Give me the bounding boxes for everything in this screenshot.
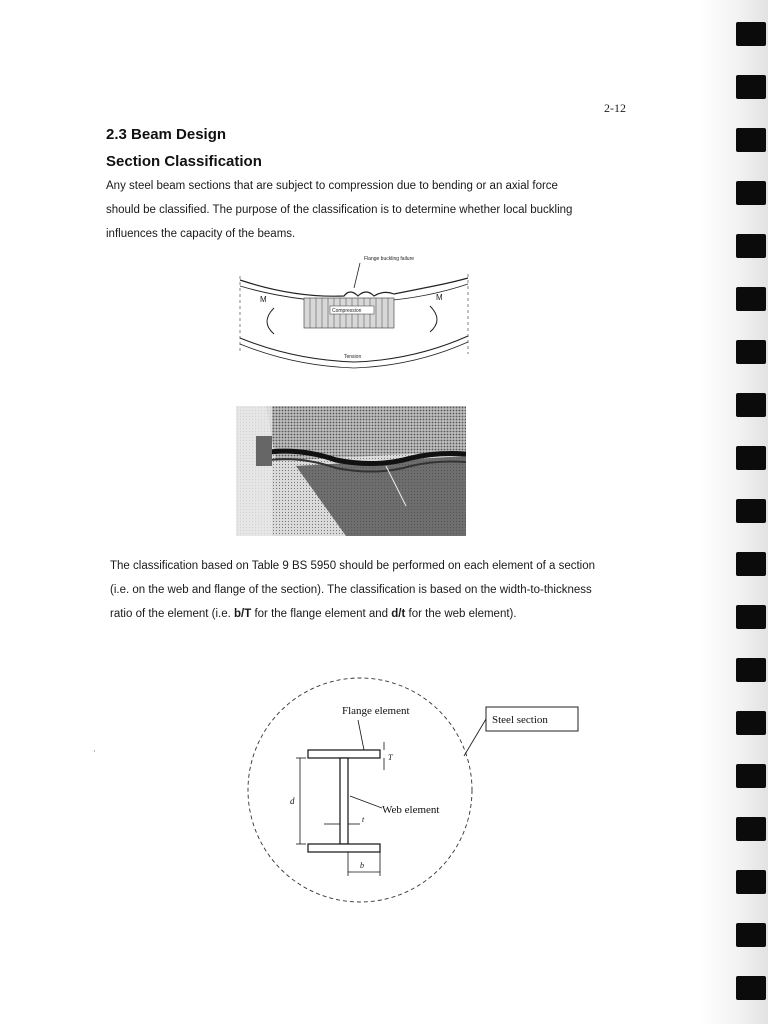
flange-ratio-term: b/T [234,608,252,620]
binding-hole [736,22,766,46]
binding-hole [736,817,766,841]
binding-hole [736,75,766,99]
paragraph-2-part-2: for the flange element and [251,608,392,620]
compression-label: Compression [332,308,362,314]
flange-element-label: Flange element [342,705,410,717]
binding-hole [736,499,766,523]
dim-T: T [388,753,393,762]
moment-left: M [260,295,267,304]
tension-label: Tension [344,354,362,360]
scan-speck: ⋅ [93,746,96,756]
binding-hole [736,287,766,311]
binding-hole [736,128,766,152]
binding-hole [736,393,766,417]
binding-hole [736,181,766,205]
binding-hole [736,923,766,947]
binding-hole [736,658,766,682]
paragraph-2-part-3: for the web element). [405,608,517,620]
binding-hole [736,711,766,735]
subheading: Section Classification [106,153,262,170]
dim-d: d [290,796,295,806]
dim-b: b [360,861,364,870]
steel-section-label: Steel section [492,714,548,726]
i-section-diagram [240,670,590,905]
binding-hole [736,234,766,258]
page-number: 2-12 [604,101,626,115]
paragraph-2-part-1: The classification based on Table 9 BS 5950 should be performed on each element of a section (i.e. on the web and flange of the section). The classification is based on the width-to-thickness ratio of the element (i.e. [110,560,596,620]
binding-hole [736,605,766,629]
moment-right: M [436,293,443,302]
web-ratio-term: d/t [391,608,406,620]
binding-hole [736,340,766,364]
paragraph-classification [110,554,610,626]
section-heading: 2.3 Beam Design [106,126,227,143]
binding-hole [736,552,766,576]
flange-buckling-label: Flange buckling failure [364,256,415,262]
binding-hole [736,870,766,894]
web-element-label: Web element [382,804,440,816]
buckled-beam-photo [236,406,466,536]
flange-buckling-diagram [234,250,474,380]
binding-hole [736,764,766,788]
binding-hole [736,446,766,470]
dim-t: t [362,815,365,824]
binding-hole [736,976,766,1000]
paragraph-intro: Any steel beam sections that are subject to compression due to bending or an axial force should be classified. The purpose of the classification is to determine whether local buckling influences the capacity of the beams. [106,180,573,240]
